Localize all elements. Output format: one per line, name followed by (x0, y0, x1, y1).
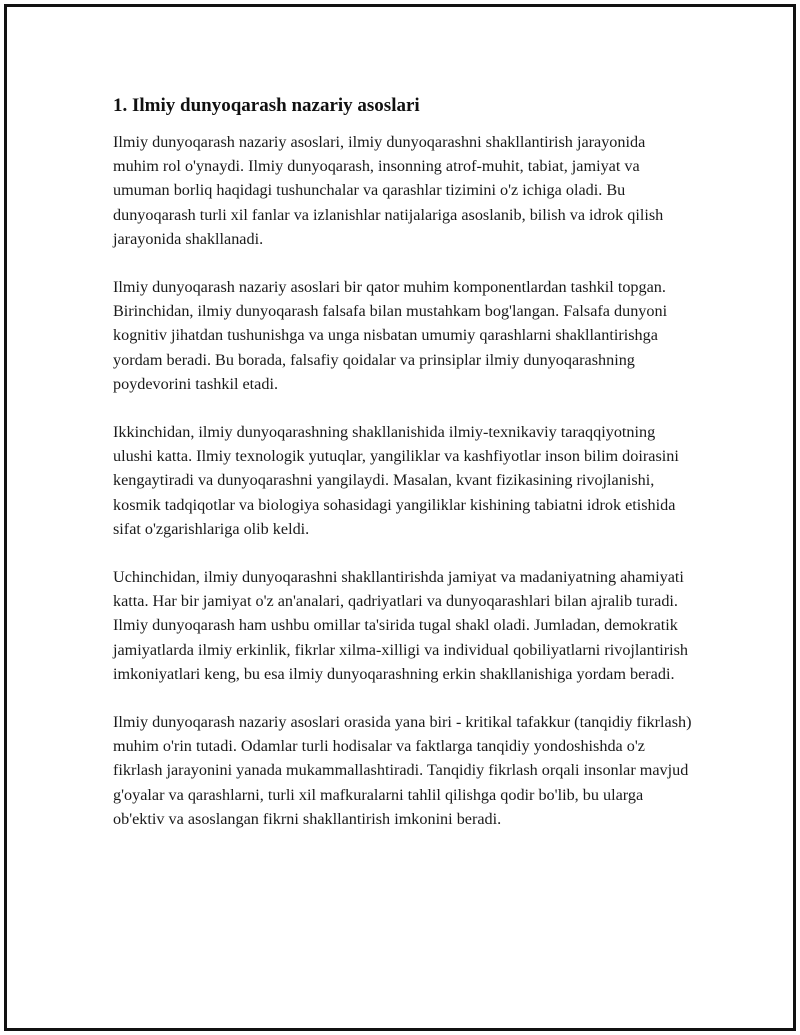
document-body (113, 94, 693, 855)
section-title: 1. Ilmiy dunyoqarash nazariy asoslari (113, 95, 420, 116)
paragraph-5: Ilmiy dunyoqarash nazariy asoslari orasida yana biri - kritikal tafakkur (tanqidiy fikrlash) muhim o'rin tutadi. Odamlar turli hodisalar va faktlarga tanqidiy yondoshishda o'z fikrlash jarayonini yanada mukammallashtiradi. Tanqidiy fikrlash orqali insonlar mavjud g'oyalar va qarashlarni, turli xil mafkuralarni tahlil qilishga qodir bo'lib, bu ularga ob'ektiv va asoslangan fikrni shakllantirish imkonini beradi. (113, 713, 692, 828)
paragraph-1: Ilmiy dunyoqarash nazariy asoslari, ilmiy dunyoqarashni shakllantirish jarayonida muhim rol o'ynaydi. Ilmiy dunyoqarash, insonning atrof-muhit, tabiat, jamiyat va umuman borliq haqidagi tushunchalar va qarashlar tizimini o'z ichiga oladi. Bu dunyoqarash turli xil fanlar va izlanishlar natijalariga asoslanib, bilish va idrok qilish jarayonida shakllanadi. (113, 133, 664, 248)
paragraph-2: Ilmiy dunyoqarash nazariy asoslari bir qator muhim komponentlardan tashkil topgan. Birinchidan, ilmiy dunyoqarash falsafa bilan mustahkam bog'langan. Falsafa dunyoni kognitiv jihatdan tushunishga va unga nisbatan umumiy qarashlarni shakllantirishga yordam beradi. Bu borada, falsafiy qoidalar va prinsiplar ilmiy dunyoqarashning poydevorini tashkil etadi. (113, 278, 668, 393)
paragraph-4: Uchinchidan, ilmiy dunyoqarashni shakllantirishda jamiyat va madaniyatning ahamiyati katta. Har bir jamiyat o'z an'analari, qadriyatlari va dunyoqarashlari bilan ajralib turadi. Ilmiy dunyoqarash ham ushbu omillar ta'sirida tugal shakl oladi. Jumladan, demokratik jamiyatlarda ilmiy erkinlik, fikrlar xilma-xilligi va individual qobiliyatlarni rivojlantirish imkoniyatlari keng, bu esa ilmiy dunyoqarashning erkin shakllanishiga yordam beradi. (113, 568, 688, 683)
paragraph-3: Ikkinchidan, ilmiy dunyoqarashning shakllanishida ilmiy-texnikaviy taraqqiyotning ulushi katta. Ilmiy texnologik yutuqlar, yangiliklar va kashfiyotlar inson bilim doirasini kengaytiradi va dunyoqarashni yangilaydi. Masalan, kvant fizikasining rivojlanishi, kosmik tadqiqotlar va biologiya sohasidagi yangiliklar kishining tabiatni idrok etishida sifat o'zgarishlariga olib keldi. (113, 423, 679, 538)
